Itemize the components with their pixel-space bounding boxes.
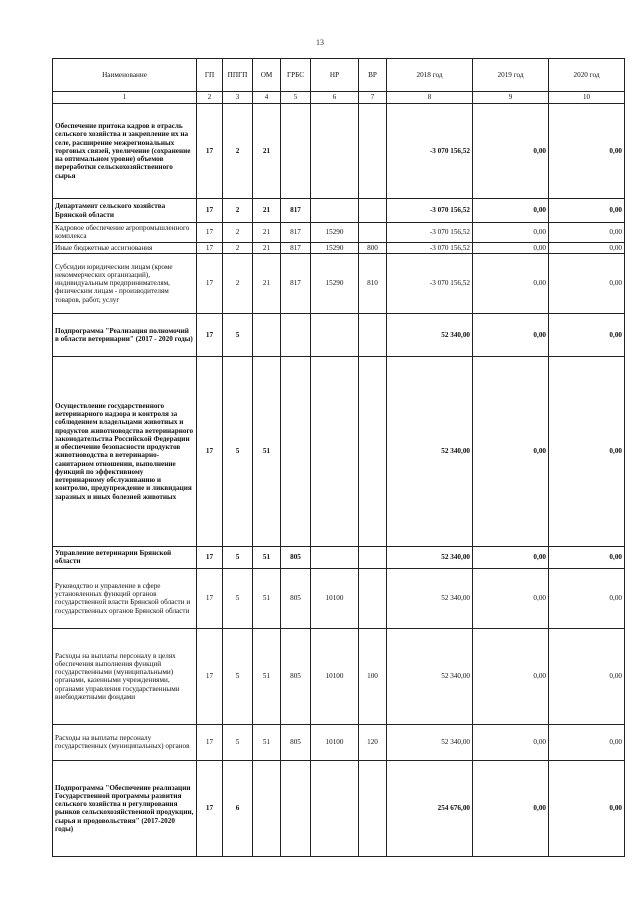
column-header: 2018 год	[387, 59, 473, 92]
cell-nr	[311, 356, 359, 546]
cell-om	[253, 313, 281, 356]
cell-gp: 17	[197, 242, 223, 253]
cell-2018: -3 070 156,52	[387, 104, 473, 199]
column-header: 2020 год	[549, 59, 625, 92]
cell-2018: 52 340,00	[387, 724, 473, 760]
cell-2019: 0,00	[473, 760, 549, 856]
table-body	[53, 104, 625, 857]
column-index: 2	[197, 92, 223, 104]
cell-ppgp: 5	[223, 724, 253, 760]
table-row	[53, 546, 625, 568]
cell-gp: 17	[197, 568, 223, 628]
table-row	[53, 724, 625, 760]
cell-nr: 15290	[311, 223, 359, 243]
cell-nr: 15290	[311, 253, 359, 313]
row-name: Подпрограмма "Обеспечение реализации Государственной программы развития сельского хозяйства и регулирования рынков сельскохозяйственной продукции, сырья и продовольствия" (2017-2020 годы)	[53, 760, 197, 856]
cell-grbs: 805	[281, 628, 311, 724]
row-name: Управление ветеринарии Брянской области	[53, 546, 197, 568]
cell-vr	[359, 568, 387, 628]
column-index: 10	[549, 92, 625, 104]
table-row	[53, 242, 625, 253]
cell-gp: 17	[197, 546, 223, 568]
cell-vr	[359, 223, 387, 243]
column-header: ГРБС	[281, 59, 311, 92]
cell-grbs	[281, 313, 311, 356]
cell-grbs: 817	[281, 223, 311, 243]
cell-2020: 0,00	[549, 253, 625, 313]
column-index: 1	[53, 92, 197, 104]
cell-vr: 120	[359, 724, 387, 760]
cell-2019: 0,00	[473, 313, 549, 356]
column-index: 7	[359, 92, 387, 104]
cell-ppgp: 6	[223, 760, 253, 856]
column-header: ППГП	[223, 59, 253, 92]
cell-2018: -3 070 156,52	[387, 199, 473, 223]
table-row	[53, 253, 625, 313]
table-row	[53, 568, 625, 628]
cell-gp: 17	[197, 313, 223, 356]
cell-om: 21	[253, 199, 281, 223]
cell-om: 21	[253, 104, 281, 199]
row-name: Иные бюджетные ассигнования	[53, 242, 197, 253]
cell-ppgp: 2	[223, 199, 253, 223]
cell-grbs: 805	[281, 546, 311, 568]
column-header: ГП	[197, 59, 223, 92]
cell-2020: 0,00	[549, 724, 625, 760]
cell-ppgp: 2	[223, 223, 253, 243]
cell-om: 21	[253, 242, 281, 253]
cell-2018: 254 676,00	[387, 760, 473, 856]
cell-2020: 0,00	[549, 242, 625, 253]
cell-grbs: 805	[281, 568, 311, 628]
cell-nr: 10100	[311, 568, 359, 628]
table-row	[53, 628, 625, 724]
cell-2018: -3 070 156,52	[387, 242, 473, 253]
column-index-row	[53, 92, 625, 104]
column-index: 3	[223, 92, 253, 104]
cell-2019: 0,00	[473, 628, 549, 724]
cell-nr: 10100	[311, 724, 359, 760]
cell-om: 51	[253, 356, 281, 546]
cell-vr	[359, 199, 387, 223]
cell-ppgp: 5	[223, 568, 253, 628]
cell-nr	[311, 760, 359, 856]
column-index: 6	[311, 92, 359, 104]
page-number: 13	[316, 38, 324, 47]
cell-vr: 810	[359, 253, 387, 313]
cell-nr: 15290	[311, 242, 359, 253]
cell-nr	[311, 199, 359, 223]
budget-table	[52, 58, 625, 857]
cell-2018: 52 340,00	[387, 313, 473, 356]
cell-om: 21	[253, 223, 281, 243]
cell-2020: 0,00	[549, 568, 625, 628]
cell-gp: 17	[197, 223, 223, 243]
row-name: Департамент сельского хозяйства Брянской области	[53, 199, 197, 223]
cell-2020: 0,00	[549, 760, 625, 856]
table-row	[53, 313, 625, 356]
row-name: Руководство и управление в сфере установленных функций органов государственной власти Брянской области и государственных органов Брянской области	[53, 568, 197, 628]
cell-2018: 52 340,00	[387, 546, 473, 568]
cell-2018: 52 340,00	[387, 628, 473, 724]
cell-2019: 0,00	[473, 253, 549, 313]
column-header: ВР	[359, 59, 387, 92]
row-name: Расходы на выплаты персоналу государственных (муниципальных) органов	[53, 724, 197, 760]
cell-2018: 52 340,00	[387, 356, 473, 546]
column-header: ОМ	[253, 59, 281, 92]
cell-2019: 0,00	[473, 242, 549, 253]
row-name: Расходы на выплаты персоналу в целях обеспечения выполнения функций государственными (муниципальными) органами, казенными учреждениями, органами управления государственными внебюджетными фондами	[53, 628, 197, 724]
cell-grbs: 805	[281, 724, 311, 760]
cell-nr: 10100	[311, 628, 359, 724]
cell-vr	[359, 313, 387, 356]
cell-2019: 0,00	[473, 104, 549, 199]
cell-vr	[359, 760, 387, 856]
cell-2019: 0,00	[473, 356, 549, 546]
row-name: Кадровое обеспечение агропромышленного комплекса	[53, 223, 197, 243]
column-index: 8	[387, 92, 473, 104]
cell-grbs	[281, 760, 311, 856]
cell-grbs: 817	[281, 253, 311, 313]
cell-2020: 0,00	[549, 199, 625, 223]
table-row	[53, 760, 625, 856]
cell-om: 51	[253, 546, 281, 568]
cell-2020: 0,00	[549, 313, 625, 356]
cell-2020: 0,00	[549, 104, 625, 199]
cell-om: 51	[253, 628, 281, 724]
cell-ppgp: 2	[223, 104, 253, 199]
cell-gp: 17	[197, 104, 223, 199]
cell-ppgp: 5	[223, 628, 253, 724]
table-row	[53, 104, 625, 199]
cell-2019: 0,00	[473, 546, 549, 568]
cell-vr: 800	[359, 242, 387, 253]
cell-2019: 0,00	[473, 199, 549, 223]
cell-om: 51	[253, 568, 281, 628]
cell-vr	[359, 104, 387, 199]
cell-2020: 0,00	[549, 223, 625, 243]
cell-2019: 0,00	[473, 724, 549, 760]
column-index: 9	[473, 92, 549, 104]
cell-2019: 0,00	[473, 223, 549, 243]
row-name: Обеспечение притока кадров в отрасль сельского хозяйства и закрепление их на селе, расширение межрегиональных торговых связей, увеличение (сохранение на оптимальном уровне) объемов переработки сельскохозяйственного сырья	[53, 104, 197, 199]
cell-gp: 17	[197, 356, 223, 546]
cell-vr	[359, 546, 387, 568]
row-name: Субсидии юридическим лицам (кроме некоммерческих организаций), индивидуальным предпринимателям, физическим лицам - производителям товаров, работ, услуг	[53, 253, 197, 313]
cell-gp: 17	[197, 628, 223, 724]
cell-gp: 17	[197, 760, 223, 856]
table-row	[53, 223, 625, 243]
row-name: Подпрограмма "Реализация полномочий в области ветеринарии" (2017 - 2020 годы)	[53, 313, 197, 356]
column-index: 4	[253, 92, 281, 104]
cell-gp: 17	[197, 724, 223, 760]
cell-om	[253, 760, 281, 856]
cell-2020: 0,00	[549, 628, 625, 724]
column-header: НР	[311, 59, 359, 92]
cell-2020: 0,00	[549, 546, 625, 568]
cell-nr	[311, 313, 359, 356]
cell-om: 21	[253, 253, 281, 313]
row-name: Осуществление государственного ветеринарного надзора и контроля за соблюдением владельцами животных и продуктов животноводства ветеринарного законодательства Российской Федерации и обеспечение безопасности продуктов животноводства в ветеринарно-санитарном отношении, выполнение функций по эффективному ветеринарному обслуживанию и контролю, предупреждение и ликвидация заразных и иных болезней животных	[53, 356, 197, 546]
cell-vr: 100	[359, 628, 387, 724]
header-row	[53, 59, 625, 92]
cell-grbs	[281, 104, 311, 199]
cell-gp: 17	[197, 253, 223, 313]
cell-nr	[311, 104, 359, 199]
cell-ppgp: 5	[223, 356, 253, 546]
table-row	[53, 356, 625, 546]
cell-ppgp: 5	[223, 546, 253, 568]
cell-vr	[359, 356, 387, 546]
cell-ppgp: 2	[223, 242, 253, 253]
cell-2018: -3 070 156,52	[387, 253, 473, 313]
cell-grbs: 817	[281, 199, 311, 223]
cell-2019: 0,00	[473, 568, 549, 628]
column-header: Наименование	[53, 59, 197, 92]
cell-grbs	[281, 356, 311, 546]
cell-nr	[311, 546, 359, 568]
table-row	[53, 199, 625, 223]
cell-ppgp: 5	[223, 313, 253, 356]
cell-ppgp: 2	[223, 253, 253, 313]
cell-2020: 0,00	[549, 356, 625, 546]
cell-grbs: 817	[281, 242, 311, 253]
column-index: 5	[281, 92, 311, 104]
cell-2018: -3 070 156,52	[387, 223, 473, 243]
column-header: 2019 год	[473, 59, 549, 92]
cell-om: 51	[253, 724, 281, 760]
cell-2018: 52 340,00	[387, 568, 473, 628]
cell-gp: 17	[197, 199, 223, 223]
